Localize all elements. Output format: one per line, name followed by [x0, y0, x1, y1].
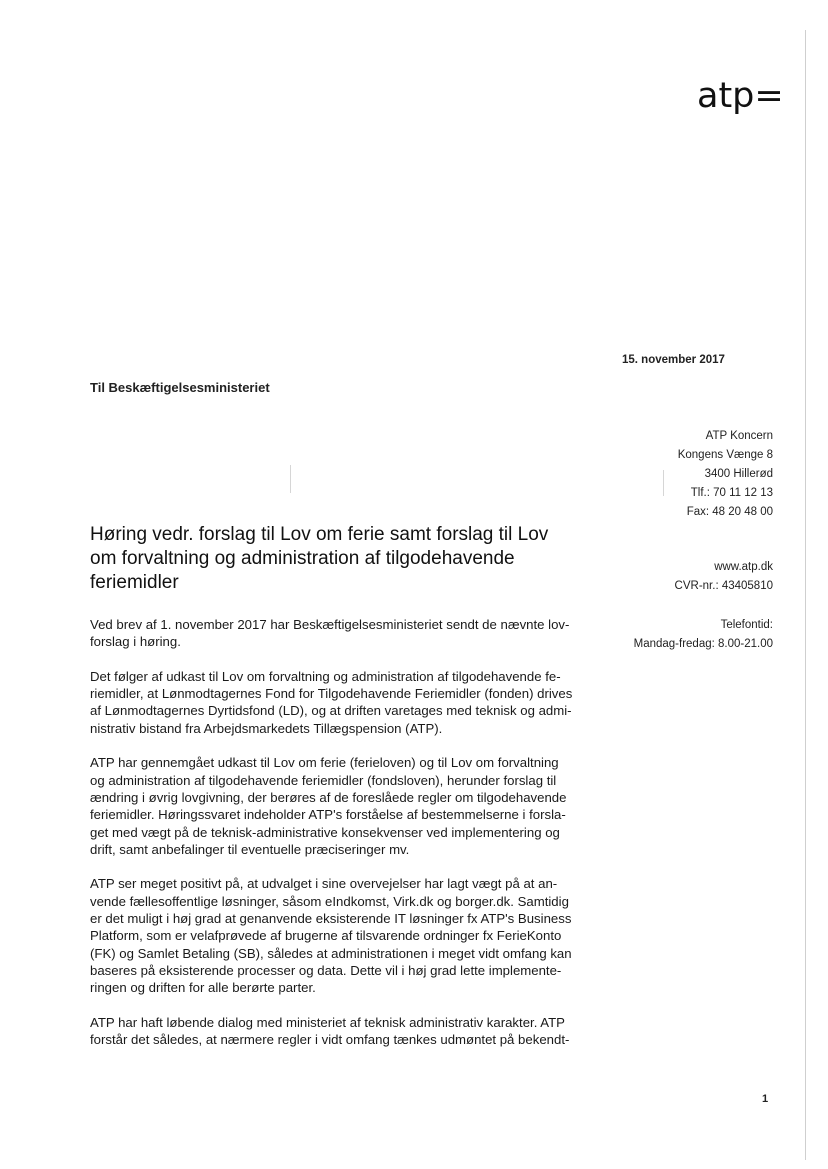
letter-date: 15. november 2017: [622, 354, 725, 366]
letter-heading: [90, 523, 570, 595]
heading-line: feriemidler: [90, 572, 179, 593]
body-line: forstår det således, at nærmere regler i vidt omfang tænkes udmøntet på bekendt-: [90, 1032, 570, 1048]
body-line: Platform, som er velafprøvede af brugerne af tilsvarende ordninger fx FerieKonto: [90, 928, 562, 944]
phone-hours-value: Mandag-fredag: 8.00-21.00: [633, 638, 773, 650]
body-line: forslag i høring.: [90, 634, 181, 650]
letter-body: [90, 616, 590, 1066]
phone-hours: [634, 616, 773, 654]
sender-city: 3400 Hillerød: [704, 468, 773, 480]
body-line: baseres på eksisterende processer og data. Dette vil i høj grad lette implemente-: [90, 962, 562, 978]
body-line: ændring i øvrig lovgivning, der berøres af de foreslåede regler om tilgodehavende: [90, 789, 567, 805]
scan-edge-line: [805, 30, 806, 1160]
body-paragraph: [90, 754, 590, 858]
body-paragraph: [90, 616, 590, 651]
body-paragraph: [90, 1014, 590, 1049]
body-line: drift, samt anbefalinger til eventuelle præciseringer mv.: [90, 841, 410, 857]
body-line: riemidler, at Lønmodtagernes Fond for Tilgodehavende Feriemidler (fonden) drives: [90, 686, 573, 702]
body-paragraph: [90, 875, 590, 996]
sender-phone: Tlf.: 70 11 12 13: [690, 487, 773, 499]
atp-logo: atp=: [697, 76, 784, 116]
website-url: www.atp.dk: [714, 561, 773, 573]
body-line: get med vægt på de teknisk-administrative konsekvenser ved implementering og: [90, 824, 560, 840]
body-line: ATP har gennemgået udkast til Lov om ferie (ferieloven) og til Lov om forvaltning: [90, 755, 559, 771]
body-paragraph: [90, 668, 590, 737]
web-info: [675, 558, 773, 596]
body-line: nistrativ bistand fra Arbejdsmarkedets Tillægspension (ATP).: [90, 720, 443, 736]
recipient: Til Beskæftigelsesministeriet: [90, 380, 270, 395]
body-line: Det følger af udkast til Lov om forvaltning og administration af tilgodehavende fe-: [90, 668, 561, 684]
page-number: 1: [762, 1093, 769, 1105]
body-line: og administration af tilgodehavende feriemidler (fondsloven), herunder forslag til: [90, 772, 557, 788]
body-line: Ved brev af 1. november 2017 har Beskæftigelsesministeriet sendt de nævnte lov-: [90, 617, 570, 632]
sender-address: [678, 427, 773, 522]
sender-company: ATP Koncern: [705, 430, 773, 442]
body-line: (FK) og Samlet Betaling (SB), således at administrationen i meget vidt omfang kan: [90, 945, 572, 961]
heading-line: om forvaltning og administration af tilgodehavende: [90, 548, 515, 569]
body-line: ringen og driften for alle berørte parter.: [90, 980, 316, 996]
scan-artifact: [663, 470, 664, 496]
body-line: ATP ser meget positivt på, at udvalget i sine overvejelser har lagt vægt på at an-: [90, 876, 558, 892]
phone-hours-label: Telefontid:: [720, 619, 773, 631]
heading-line: Høring vedr. forslag til Lov om ferie samt forslag til Lov: [90, 524, 549, 545]
sender-street: Kongens Vænge 8: [677, 449, 773, 461]
body-line: feriemidler. Høringssvaret indeholder ATP's forståelse af bestemmelserne i forsla-: [90, 807, 566, 823]
scan-artifact: [290, 465, 291, 493]
body-line: er det muligt i høj grad at genanvende eksisterende IT løsninger fx ATP's Business: [90, 911, 572, 927]
sender-fax: Fax: 48 20 48 00: [686, 506, 773, 518]
body-line: ATP har haft løbende dialog med ministeriet af teknisk administrativ karakter. ATP: [90, 1014, 565, 1030]
body-line: af Lønmodtagernes Dyrtidsfond (LD), og at driften varetages med teknisk og admi-: [90, 703, 572, 719]
cvr-number: CVR-nr.: 43405810: [674, 580, 773, 592]
body-line: vende fællesoffentlige løsninger, såsom eIndkomst, Virk.dk og borger.dk. Samtidig: [90, 893, 569, 909]
